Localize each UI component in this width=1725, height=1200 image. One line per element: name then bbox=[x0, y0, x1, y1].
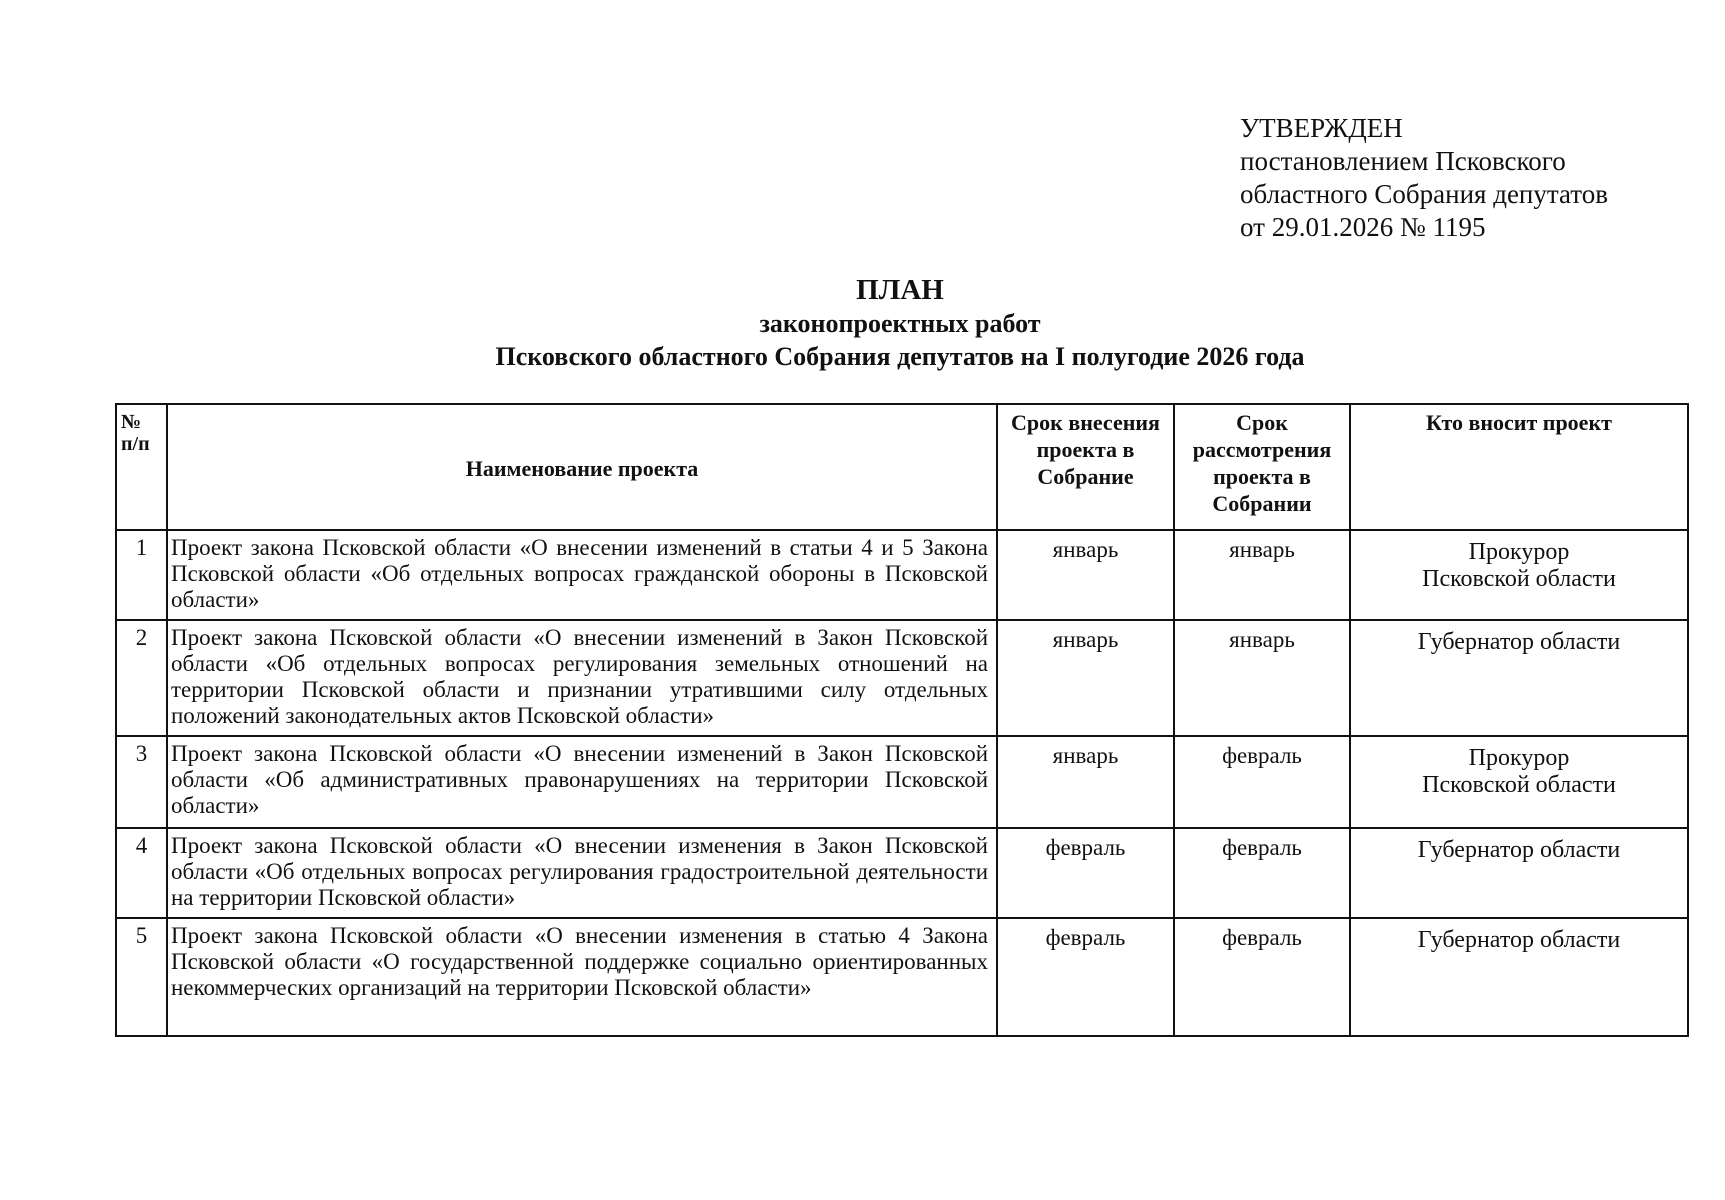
header-submit: Срок внесения проекта в Собрание bbox=[997, 404, 1174, 530]
row-who bbox=[1350, 918, 1688, 1036]
approval-line-4: от 29.01.2026 № 1195 bbox=[1240, 212, 1486, 242]
row-num: 4 bbox=[116, 828, 167, 918]
row-num: 5 bbox=[116, 918, 167, 1036]
title-line-1: ПЛАН bbox=[856, 274, 944, 306]
row-who bbox=[1350, 736, 1688, 828]
row-review: февраль bbox=[1174, 828, 1350, 918]
row-who-line-1: Прокурор bbox=[1468, 539, 1570, 565]
row-who-line-2: Псковской области bbox=[1422, 772, 1616, 798]
row-num: 1 bbox=[116, 530, 167, 620]
row-review: январь bbox=[1174, 530, 1350, 620]
row-submit: январь bbox=[997, 620, 1174, 736]
row-who bbox=[1350, 620, 1688, 736]
row-who-line-1: Губернатор области bbox=[1417, 927, 1621, 953]
table-header-row bbox=[116, 404, 1688, 530]
row-who bbox=[1350, 828, 1688, 918]
row-submit: февраль bbox=[997, 918, 1174, 1036]
row-name: Проект закона Псковской области «О внесении изменения в статью 4 Закона Псковской области «О государственной поддержке социально ориентированных некоммерческих организаций на территории Псковской области» bbox=[167, 918, 997, 1036]
approval-stamp bbox=[1240, 112, 1690, 244]
row-who-line-2: Псковской области bbox=[1422, 566, 1616, 592]
plan-table bbox=[115, 403, 1689, 1037]
header-who: Кто вносит проект bbox=[1350, 404, 1688, 530]
row-num: 3 bbox=[116, 736, 167, 828]
table-row bbox=[116, 530, 1688, 620]
header-review: Срок рассмотрения проекта в Собрании bbox=[1174, 404, 1350, 530]
header-num: № п/п bbox=[116, 404, 167, 530]
approval-title: УТВЕРЖДЕН bbox=[1240, 113, 1403, 143]
table-row bbox=[116, 736, 1688, 828]
row-review: январь bbox=[1174, 620, 1350, 736]
row-name: Проект закона Псковской области «О внесении изменения в Закон Псковской области «Об отдельных вопросах регулирования градостроительной деятельности на территории Псковской области» bbox=[167, 828, 997, 918]
row-review: февраль bbox=[1174, 736, 1350, 828]
row-review: февраль bbox=[1174, 918, 1350, 1036]
table-row bbox=[116, 918, 1688, 1036]
row-name: Проект закона Псковской области «О внесении изменений в Закон Псковской области «Об отдельных вопросах регулирования земельных отношений на территории Псковской области и признании утратившими силу отдельных положений законодательных актов Псковской области» bbox=[167, 620, 997, 736]
row-who-line-1: Губернатор области bbox=[1417, 837, 1621, 863]
row-name: Проект закона Псковской области «О внесении изменений в статьи 4 и 5 Закона Псковской области «Об отдельных вопросах гражданской обороны в Псковской области» bbox=[167, 530, 997, 620]
row-submit: февраль bbox=[997, 828, 1174, 918]
row-who-line-1: Губернатор области bbox=[1417, 629, 1621, 655]
row-who-line-1: Прокурор bbox=[1468, 745, 1570, 771]
document-title bbox=[0, 273, 1725, 373]
row-who bbox=[1350, 530, 1688, 620]
header-name: Наименование проекта bbox=[167, 404, 997, 530]
title-line-3: Псковского областного Собрания депутатов на I полугодие 2026 года bbox=[495, 342, 1305, 371]
approval-line-2: постановлением Псковского bbox=[1240, 146, 1566, 176]
table-row bbox=[116, 828, 1688, 918]
row-submit: январь bbox=[997, 736, 1174, 828]
table-row bbox=[116, 620, 1688, 736]
approval-line-3: областного Собрания депутатов bbox=[1240, 179, 1608, 209]
title-line-2: законопроектных работ bbox=[759, 309, 1041, 338]
row-num: 2 bbox=[116, 620, 167, 736]
row-name: Проект закона Псковской области «О внесении изменений в Закон Псковской области «Об административных правонарушениях на территории Псковской области» bbox=[167, 736, 997, 828]
row-submit: январь bbox=[997, 530, 1174, 620]
